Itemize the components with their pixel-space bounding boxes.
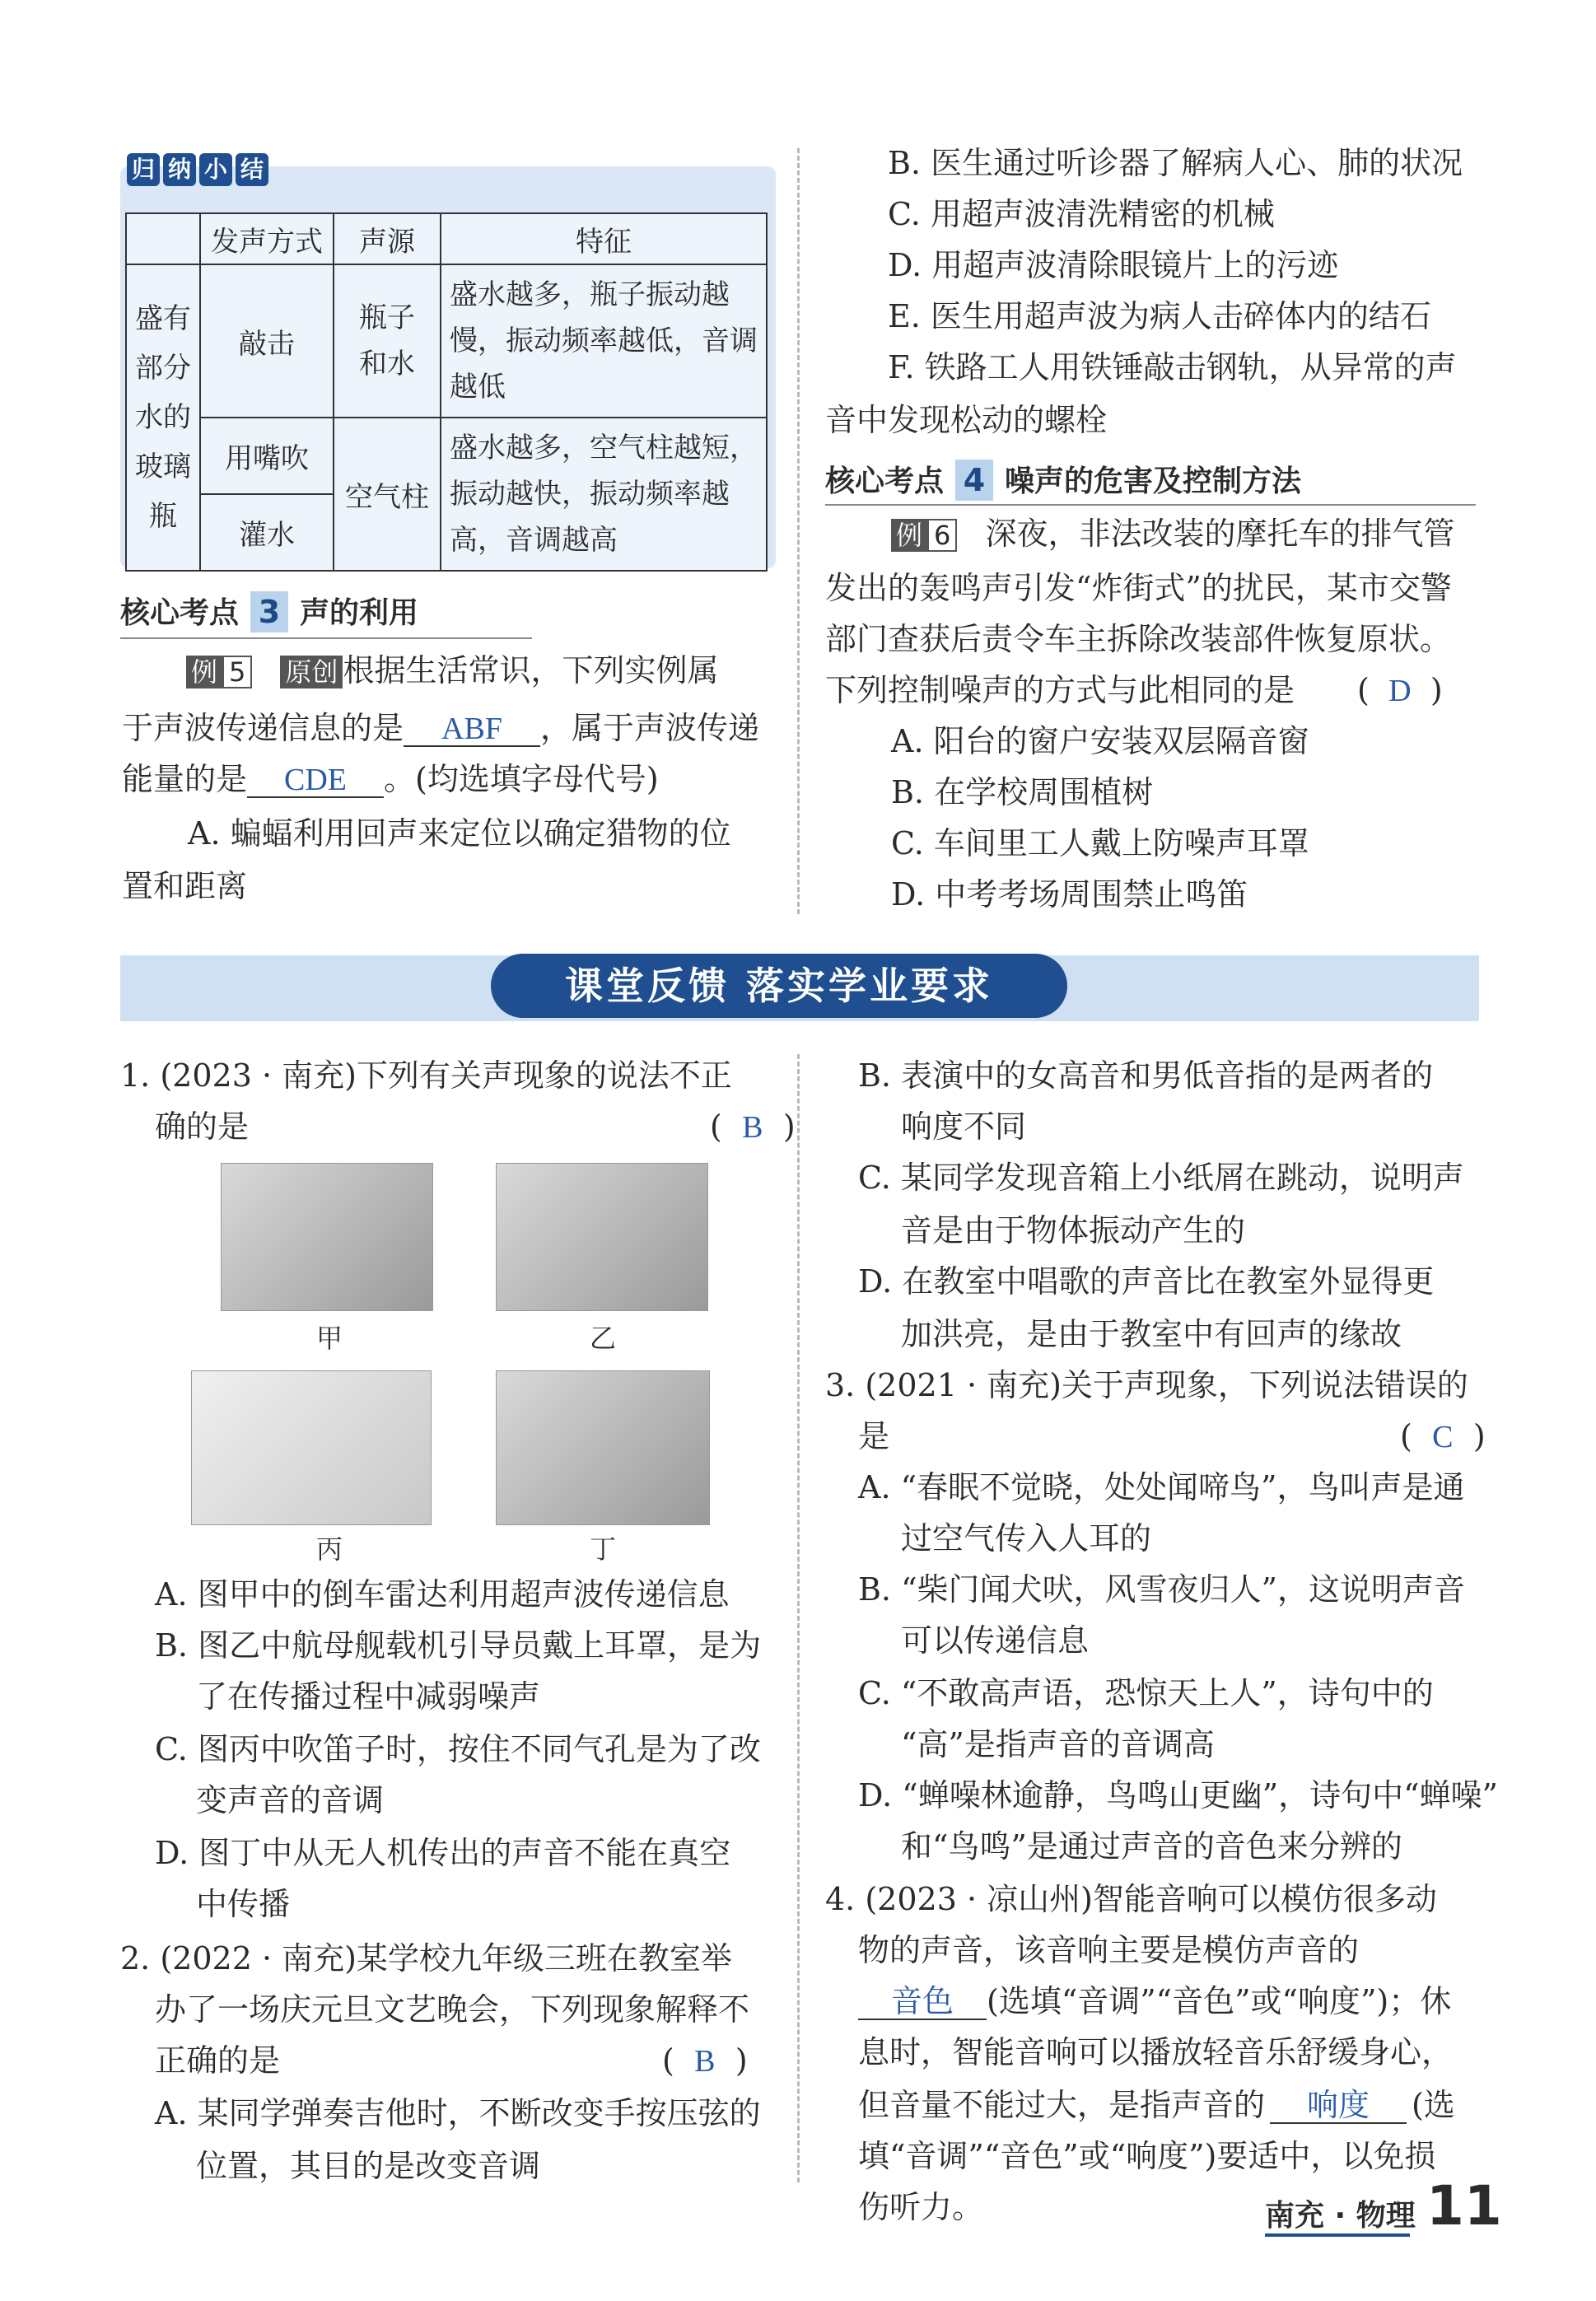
q4-line1: 4. (2023 · 凉山州)智能音响可以模仿很多动 bbox=[825, 1881, 1437, 1917]
q4-line2: 物的声音，该音响主要是模仿声音的 bbox=[858, 1932, 1360, 1968]
example-5-line2: 于声波传递信息的是 ABF ，属于声波传递 bbox=[122, 710, 760, 746]
q4-answer-1: 音色 bbox=[858, 1986, 987, 2020]
column-divider-bottom bbox=[797, 1054, 800, 2182]
q3-option-b1: B. “柴门闻犬吠，风雪夜归人”，这说明声音 bbox=[858, 1571, 1465, 1608]
photo-deck-crew bbox=[496, 1163, 708, 1311]
q1-answer: B bbox=[742, 1110, 763, 1145]
q3-option-d1: D. “蝉噪林逾静，鸟鸣山更幽”，诗句中“蝉噪” bbox=[858, 1777, 1498, 1813]
q4-line4: 息时，智能音响可以播放轻音乐舒缓身心， bbox=[858, 2034, 1454, 2070]
answer-energy: CDE bbox=[247, 763, 384, 798]
q1-option-c1: C. 图丙中吹笛子时，按住不同气孔是为了改 bbox=[155, 1731, 761, 1767]
key-point-3-underline bbox=[120, 637, 532, 639]
summary-title: 归 纳 小 结 bbox=[127, 153, 268, 186]
q1-line1: 1. (2023 · 南充)下列有关声现象的说法不正 bbox=[120, 1057, 732, 1094]
q3-line2: 是 ( C ) bbox=[858, 1418, 1486, 1454]
q3-option-c2: “高”是指声音的音调高 bbox=[901, 1726, 1215, 1762]
example-5-option-f1: F. 铁路工人用铁锤敲击钢轨，从异常的声 bbox=[888, 349, 1457, 385]
key-point-3-heading: 核心考点 3 声的利用 bbox=[120, 590, 418, 632]
section-banner-title: 课堂反馈 落实学业要求 bbox=[491, 954, 1067, 1018]
q4-line7: 伤听力。 bbox=[858, 2189, 984, 2225]
q2-option-d1: D. 在教室中唱歌的声音比在教室外显得更 bbox=[858, 1263, 1435, 1300]
summary-table: 发声方式 声源 特征 盛有部分水的玻璃瓶 敲击 瓶子和水 盛水越多，瓶子振动越慢，振动频率越低，音调越低 用嘴吹 空气柱 盛水越多，空气柱越短，振动越快，振动频率越高，音调越高 灌水 bbox=[125, 212, 768, 572]
q2-option-b2: 响度不同 bbox=[901, 1108, 1027, 1145]
q4-line6: 填“音调”“音色”或“响度”)要适中，以免损 bbox=[858, 2138, 1436, 2174]
column-divider-top bbox=[797, 148, 800, 914]
caption-jia: 甲 bbox=[316, 1323, 343, 1354]
q1-option-b2: 了在传播过程中减弱噪声 bbox=[196, 1678, 541, 1715]
q1-option-d2: 中传播 bbox=[196, 1886, 291, 1922]
example-6-answer: D bbox=[1388, 674, 1412, 708]
q3-option-c1: C. “不敢高声语，恐惊天上人”，诗句中的 bbox=[858, 1675, 1434, 1711]
example-5-option-c: C. 用超声波清洗精密的机械 bbox=[888, 196, 1275, 232]
caption-ding: 丁 bbox=[590, 1533, 617, 1565]
q3-line1: 3. (2021 · 南充)关于声现象，下列说法错误的 bbox=[825, 1367, 1468, 1403]
caption-yi: 乙 bbox=[590, 1323, 617, 1354]
q2-answer: B bbox=[694, 2044, 716, 2079]
q2-line3: 正确的是 ( B ) bbox=[155, 2042, 748, 2079]
q4-line3: 音色 (选填“音调”“音色”或“响度”)；休 bbox=[858, 1985, 1451, 2020]
example-5-option-a2: 置和距离 bbox=[122, 868, 248, 904]
q2-line2: 办了一场庆元旦文艺晚会，下列现象解释不 bbox=[155, 1991, 750, 2028]
example-5-option-f2: 音中发现松动的螺栓 bbox=[825, 402, 1108, 438]
q2-option-b1: B. 表演中的女高音和男低音指的是两者的 bbox=[858, 1057, 1434, 1094]
example-5-option-e: E. 医生用超声波为病人击碎体内的结石 bbox=[888, 298, 1431, 334]
example-5-option-a1: A. 蝙蝠利用回声来定位以确定猎物的位 bbox=[188, 815, 731, 852]
example-5-option-d: D. 用超声波清除眼镜片上的污迹 bbox=[888, 247, 1339, 283]
example-6-line3: 部门查获后责令车主拆除改装部件恢复原状。 bbox=[825, 621, 1452, 657]
q4-answer-2: 响度 bbox=[1270, 2089, 1407, 2124]
example-5-line1: 例 5 原创 根据生活常识，下列实例属 bbox=[186, 654, 719, 688]
example-5-line3: 能量的是 CDE 。(均选填字母代号) bbox=[122, 761, 659, 797]
q2-option-d2: 加洪亮，是由于教室中有回声的缘故 bbox=[901, 1316, 1402, 1352]
photo-drone bbox=[496, 1370, 710, 1525]
summary-row-label: 盛有部分水的玻璃瓶 bbox=[126, 264, 200, 571]
example-6-option-d: D. 中考考场周围禁止鸣笛 bbox=[891, 876, 1248, 912]
key-point-4-underline bbox=[825, 504, 1476, 506]
q1-option-d1: D. 图丁中从无人机传出的声音不能在真空 bbox=[155, 1835, 731, 1871]
q3-option-d2: 和“鸟鸣”是通过声音的音色来分辨的 bbox=[901, 1828, 1402, 1865]
q2-option-a2: 位置，其目的是改变音调 bbox=[196, 2148, 541, 2184]
page-number: 11 bbox=[1426, 2174, 1502, 2238]
example-6-line4: 下列控制噪声的方式与此相同的是 ( D ) bbox=[825, 672, 1443, 708]
answer-info: ABF bbox=[404, 712, 540, 747]
example-6-option-a: A. 阳台的窗户安装双层隔音窗 bbox=[891, 723, 1309, 759]
q3-option-a1: A. “春眠不觉晓，处处闻啼鸟”，鸟叫声是通 bbox=[858, 1469, 1465, 1505]
q2-option-a1: A. 某同学弹奏吉他时，不断改变手按压弦的 bbox=[155, 2095, 761, 2131]
q2-option-c1: C. 某同学发现音箱上小纸屑在跳动，说明声 bbox=[858, 1160, 1464, 1196]
q3-option-b2: 可以传递信息 bbox=[901, 1622, 1090, 1659]
q3-option-a2: 过空气传入人耳的 bbox=[901, 1520, 1152, 1557]
example-6-line2: 发出的轰鸣声引发“炸街式”的扰民，某市交警 bbox=[825, 570, 1452, 606]
q2-option-c2: 音是由于物体振动产生的 bbox=[901, 1212, 1246, 1249]
q1-option-a: A. 图甲中的倒车雷达利用超声波传递信息 bbox=[155, 1576, 730, 1613]
q3-answer: C bbox=[1432, 1420, 1454, 1454]
photo-car-radar bbox=[221, 1163, 433, 1311]
footer-label: 南充 · 物理 bbox=[1265, 2199, 1416, 2233]
example-6-option-b: B. 在学校周围植树 bbox=[891, 774, 1154, 810]
q4-line5: 但音量不能过大，是指声音的 响度 (选 bbox=[858, 2087, 1455, 2123]
example-6-option-c: C. 车间里工人戴上防噪声耳罩 bbox=[891, 825, 1309, 861]
example-5-option-b: B. 医生通过听诊器了解病人心、肺的状况 bbox=[888, 145, 1463, 181]
q2-line1: 2. (2022 · 南充)某学校九年级三班在教室举 bbox=[120, 1940, 732, 1977]
example-6-line1: 例 6 深夜，非法改装的摩托车的排气管 bbox=[891, 517, 1454, 552]
q1-option-b1: B. 图乙中航母舰载机引导员戴上耳罩，是为 bbox=[155, 1627, 762, 1664]
caption-bing: 丙 bbox=[316, 1533, 343, 1565]
key-point-4-heading: 核心考点 4 噪声的危害及控制方法 bbox=[825, 458, 1301, 501]
q1-line2: 确的是 ( B ) bbox=[155, 1108, 796, 1145]
q1-option-c2: 变声音的音调 bbox=[196, 1782, 385, 1818]
photo-flute-player bbox=[191, 1370, 432, 1525]
footer-underline bbox=[1265, 2233, 1410, 2237]
